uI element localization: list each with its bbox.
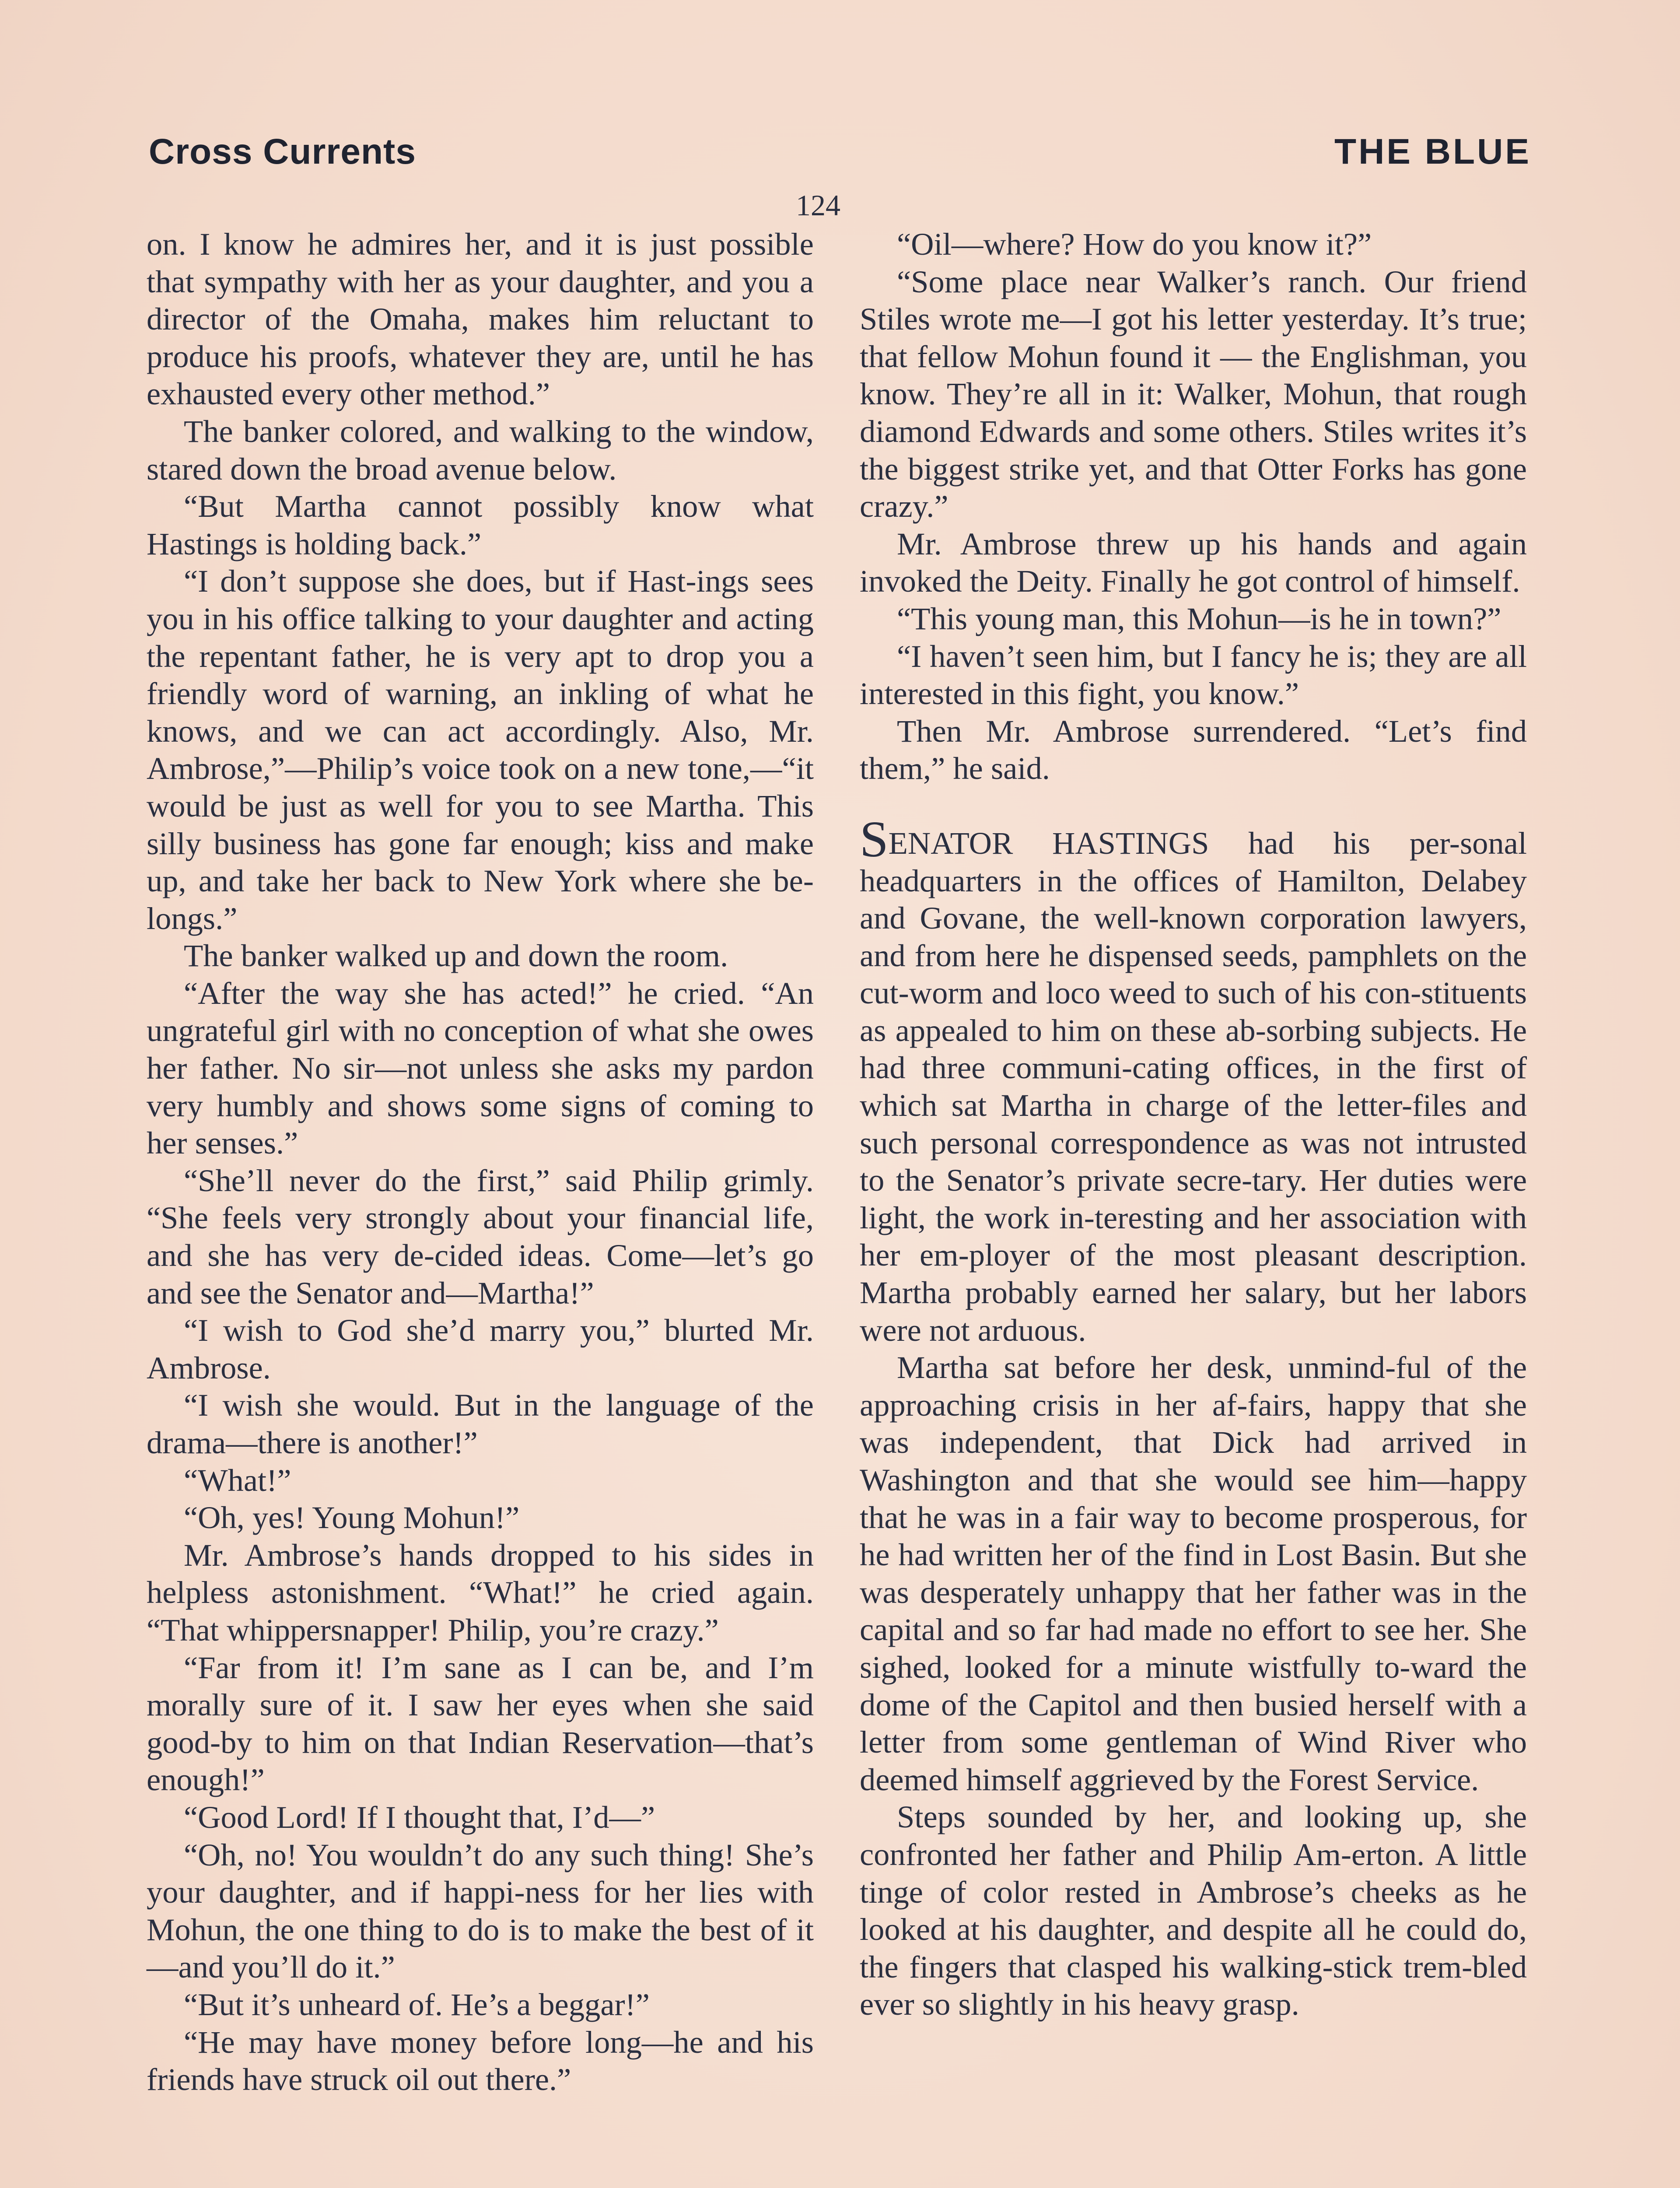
running-head-title: Cross Currents [149,132,416,172]
paragraph: Mr. Ambrose’s hands dropped to his sides in helpless astonishment. “What!” he cried again. “That whippersnapper! Philip, you’re crazy.” [147,1537,814,1648]
paragraph: “But Martha cannot possibly know what Hastings is holding back.” [147,488,814,561]
paragraph: Mr. Ambrose threw up his hands and again invoked the Deity. Finally he got control of himself. [860,526,1527,599]
paragraph: “Good Lord! If I thought that, I’d—” [184,1799,655,1835]
paragraph: Steps sounded by her, and looking up, she confronted her father and Philip Am-erton. A little tinge of color rested in Ambrose’s cheeks as he looked at his daughter, and despite all he could do, the fingers that clasped his walking-stick trem-bled ever so slightly in his heavy grasp. [860,1799,1527,2022]
paragraph: “Some place near Walker’s ranch. Our friend Stiles wrote me—I got his letter yesterday. It’s true; that fellow Mohun found it — the Englishman, you know. They’re all in it: Walker, Mohun, that rough diamond Edwards and some others. Stiles writes it’s the biggest strike yet, and that Otter Forks has gone crazy.” [860,263,1527,524]
page-number: 124 [796,189,840,222]
paragraph: on. I know he admires her, and it is just possible that sympathy with her as your daughter, and you a director of the Omaha, makes him reluctant to produce his proofs, whatever they are, until he has exhausted every other method.” [147,226,814,412]
left-text-column [147,225,814,2098]
paragraph: “I haven’t seen him, but I fancy he is; they are all interested in this fight, you know.” [860,638,1527,712]
paragraph: The banker walked up and down the room. [184,938,728,974]
paragraph: “Oh, no! You wouldn’t do any such thing! She’s your daughter, and if happi-ness for her lies with Mohun, the one thing to do is to make the best of it—and you’ll do it.” [147,1837,814,1985]
paragraph: “Oh, yes! Young Mohun!” [184,1500,520,1536]
paragraph: “Oil—where? How do you know it?” [897,226,1372,262]
paragraph: The banker colored, and walking to the window, stared down the broad avenue below. [147,413,814,487]
right-text-column [860,225,1527,2023]
drop-cap: S [860,810,889,868]
paragraph: “Far from it! I’m sane as I can be, and I’m morally sure of it. I saw her eyes when she said good-by to him on that Indian Reservation—that’s enough!” [147,1649,814,1798]
paragraph: “I don’t suppose she does, but if Hast-ings sees you in his office talking to your daughter and acting the repentant father, he is very apt to drop you a friendly word of warning, an inkling of what he knows, and we can act accordingly. Also, Mr. Ambrose,”—Philip’s voice took on a new tone,—“it would be just as well for you to see Martha. This silly business has gone far enough; kiss and make up, and take her back to New York where she be-longs.” [147,563,814,936]
paragraph: “What!” [184,1462,291,1498]
paragraph: “She’ll never do the first,” said Philip grimly. “She feels very strongly about your financial life, and she has very de-cided ideas. Come—let’s go and see the Senator and—Martha!” [147,1162,814,1311]
paragraph: Martha sat before her desk, unmind-ful of the approaching crisis in her af-fairs, happy that she was independent, that Dick had arrived in Washington and that she would see him—happy that he was in a fair way to become prosperous, for he had written her of the find in Lost Basin. But she was desperately unhappy that her father was in the capital and so far had made no effort to see her. She sighed, looked for a minute wistfully to-ward the dome of the Capitol and then busied herself with a letter from some gentleman of Wind River who deemed himself aggrieved by the Forest Service. [860,1350,1527,1797]
paragraph: “After the way she has acted!” he cried. “An ungrateful girl with no conception of what she owes her father. No sir—not unless she asks my pardon very humbly and shows some signs of coming to her senses.” [147,975,814,1161]
section-opening-paragraph [860,810,1527,1349]
paragraph: “I wish to God she’d marry you,” blurted Mr. Ambrose. [147,1312,814,1385]
paragraph: Then Mr. Ambrose surrendered. “Let’s find them,” he said. [860,713,1527,786]
paragraph: “But it’s unheard of. He’s a beggar!” [184,1986,650,2022]
paragraph: “This young man, this Mohun—is he in town?” [897,600,1502,636]
paragraph: “I wish she would. But in the language of the drama—there is another!” [147,1387,814,1460]
section-opening-text: ENATOR HASTINGS had his per-sonal headquarters in the offices of Hamilton, Delabey and Govane, the well-known corporation lawyers, and from here he dispensed seeds, pamphlets on the cut-worm and loco weed to such of his con-stituents as appealed to him on these ab-sorbing subjects. He had three communi-cating offices, in the first of which sat Martha in charge of the letter-files and such personal correspondence as was not intrusted to the Senator’s private secre-tary. Her duties were light, the work in-teresting and her association with her em-ployer of the most pleasant description. Martha probably earned her salary, but her labors were not arduous. [860,825,1527,1348]
paragraph: “He may have money before long—he and his friends have struck oil out there.” [147,2024,814,2097]
running-head-magazine: THE BLUE [1334,132,1531,172]
